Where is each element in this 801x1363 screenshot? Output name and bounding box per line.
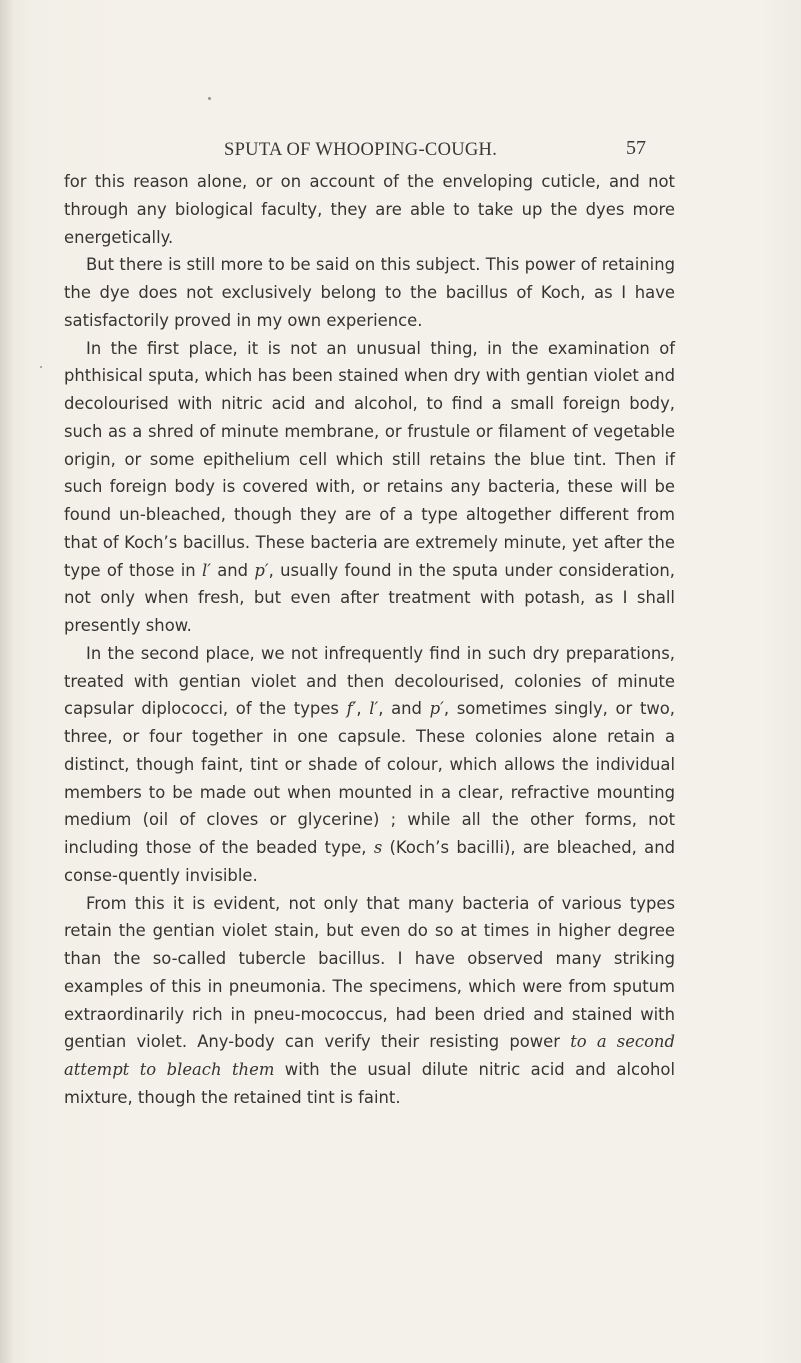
paragraph: [64, 251, 675, 334]
text-run: From this it is evident, not only that many bacteria of various types retain the gentian violet stain, but even do so at times in higher degree than the so-called tubercle bacillus. I have observed many striking examples of this in pneumonia. The specimens, which were from sputum extraordinarily rich in pneu-mococcus, had been dried and stained with gentian violet. Any-body can verify their resisting power: [64, 893, 675, 1052]
text-run: , usually found in the sputa under consideration, not only when fresh, but even after treatment with potash, as I shall presently show.: [64, 560, 676, 635]
italic-symbol: l′: [369, 699, 379, 719]
italic-symbol: s: [373, 838, 383, 857]
paragraph: [64, 335, 675, 640]
text-run: , sometimes singly, or two, three, or four together in one capsule. These colonies alone retain a distinct, though faint, tint or shade of colour, which allows the individual members to be made out when mounted in a clear, refractive mounting medium (oil of cloves or glycerine) ; while all the other forms, not including those of the beaded type,: [64, 699, 676, 857]
text-run: for this reason alone, or on account of the enveloping cuticle, and not through any biological faculty, they are able to take up the dyes more energetically.: [64, 172, 675, 247]
paper-speck: [40, 366, 42, 368]
italic-phrase: to a second attempt to bleach them: [64, 1032, 675, 1079]
text-run: But there is still more to be said on this subject. This power of retaining the dye does not exclusively belong to the bacillus of Koch, as I have satisfactorily proved in my own experience.: [64, 255, 675, 330]
text-run: In the first place, it is not an unusual thing, in the examination of phthisical sputa, which has been stained when dry with gentian violet and decolourised with nitric acid and alcohol, to find a small foreign body, such as a shred of minute membrane, or frustule or filament of vegetable origin, or some epithelium cell which still retains the blue tint. Then if such foreign body is covered with, or retains any bacteria, these will be found un-bleached, though they are of a type altogether different from that of Koch’s bacillus. These bacteria are extremely minute, yet after the type of those in: [64, 338, 675, 580]
italic-symbol: l′: [201, 560, 211, 580]
running-head: SPUTA OF WHOOPING-COUGH.: [224, 140, 498, 160]
paper-speck: [208, 97, 211, 100]
italic-symbol: p′: [254, 560, 269, 580]
text-run: (Koch’s bacilli), are bleached, and conse-quently invisible.: [64, 838, 675, 885]
page-number: 57: [626, 137, 646, 159]
body-text: [64, 168, 675, 1112]
paragraph: [64, 640, 675, 890]
italic-symbol: f′: [346, 699, 357, 719]
page-gutter-shadow: [0, 0, 14, 1363]
text-run: In the second place, we not infrequently find in such dry preparations, treated with gentian violet and then decolourised, colonies of minute capsular diplococci, of the types: [64, 643, 675, 719]
text-run: and: [210, 560, 255, 580]
paragraph: [64, 168, 675, 251]
text-run: with the usual dilute nitric acid and alcohol mixture, though the retained tint is faint.: [64, 1060, 676, 1107]
text-run: , and: [378, 699, 430, 719]
text-run: ,: [356, 699, 370, 719]
italic-symbol: p′: [429, 699, 444, 719]
paragraph: [64, 890, 675, 1112]
